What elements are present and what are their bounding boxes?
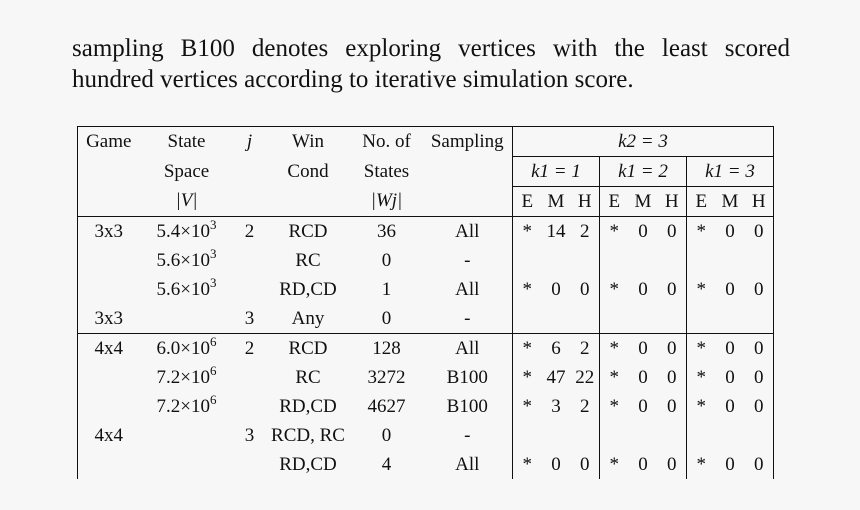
cell-emh: * xyxy=(600,450,629,479)
cell-emh: 0 xyxy=(580,453,590,475)
cell-emh xyxy=(600,246,629,275)
header-k1-1: k1 = 1 xyxy=(513,157,600,187)
cell-emh: * xyxy=(513,334,542,364)
cell-emh xyxy=(542,421,571,450)
cell-emh: 0 xyxy=(658,334,687,364)
cell-emh: * xyxy=(687,363,716,392)
cell-emh xyxy=(745,304,774,334)
cell-emh: * xyxy=(513,363,542,392)
header-cond: Cond xyxy=(287,160,329,182)
cell-num-states: 128 xyxy=(351,334,423,364)
cell-emh xyxy=(658,421,687,450)
cell-emh: 0 xyxy=(667,453,677,475)
cell-emh: * xyxy=(600,275,629,304)
caption-paragraph xyxy=(72,33,790,95)
cell-state-space xyxy=(140,246,234,275)
cell-emh xyxy=(687,246,716,275)
header-sampling: Sampling xyxy=(430,130,504,152)
cell-emh: * xyxy=(600,217,629,247)
cell-emh xyxy=(745,421,774,450)
table-row xyxy=(78,392,774,421)
caption-line-1: sampling B100 denotes exploring vertices with the least scored xyxy=(72,35,790,62)
cell-emh: 6 xyxy=(542,334,571,364)
cell-emh: 47 xyxy=(546,366,566,388)
cell-game xyxy=(78,392,140,421)
cell-emh xyxy=(658,304,687,334)
cell-emh: * xyxy=(600,363,629,392)
cell-emh: 0 xyxy=(667,366,677,388)
cell-emh: 0 xyxy=(580,278,590,300)
header-state: State xyxy=(167,130,206,152)
cell-state-space xyxy=(140,275,234,304)
header-m-1: M xyxy=(542,187,571,217)
cell-j: 2 xyxy=(244,220,255,242)
header-h-3: H xyxy=(745,187,774,217)
cell-emh xyxy=(600,304,629,334)
state-exponent: 6 xyxy=(209,391,217,407)
cell-emh xyxy=(716,304,745,334)
cell-emh: 0 xyxy=(667,278,677,300)
cell-emh: 0 xyxy=(754,395,764,417)
cell-emh xyxy=(716,421,745,450)
cell-sampling: - xyxy=(464,307,471,329)
cell-sampling: B100 xyxy=(446,366,488,388)
header-space: Space xyxy=(163,160,210,182)
cell-win-cond: RCD xyxy=(266,334,351,364)
cell-sampling: All xyxy=(455,220,480,242)
cell-emh xyxy=(629,421,658,450)
header-k1-2: k1 = 2 xyxy=(600,157,687,187)
state-exponent: 3 xyxy=(209,274,217,290)
header-e-2: E xyxy=(600,187,629,217)
cell-sampling: All xyxy=(455,278,480,300)
table-row xyxy=(78,363,774,392)
cell-num-states: 0 xyxy=(381,307,392,329)
cell-game xyxy=(78,246,140,275)
cell-emh: 0 xyxy=(638,220,648,242)
cell-num-states: 0 xyxy=(381,424,392,446)
cell-emh: 22 xyxy=(575,366,595,388)
cell-emh: 0 xyxy=(725,278,735,300)
header-e-1: E xyxy=(513,187,542,217)
cell-win-cond: RC xyxy=(295,366,321,388)
cell-emh: * xyxy=(687,334,716,364)
state-mantissa: 5.6×10 xyxy=(156,278,210,300)
cell-game xyxy=(78,275,140,304)
header-e-3: E xyxy=(687,187,716,217)
cell-emh: * xyxy=(513,450,542,479)
cell-state-space xyxy=(140,334,234,364)
cell-win-cond: RD,CD xyxy=(279,453,337,475)
state-mantissa: 5.6×10 xyxy=(156,249,210,271)
cell-emh: * xyxy=(687,392,716,421)
header-num-states: No. of xyxy=(362,130,411,152)
cell-emh: * xyxy=(600,334,629,364)
table-row xyxy=(78,246,774,275)
cell-emh: * xyxy=(513,392,542,421)
cell-emh xyxy=(745,246,774,275)
cell-sampling: B100 xyxy=(446,395,488,417)
state-mantissa: 5.4×10 xyxy=(156,220,210,242)
cell-num-states: 4 xyxy=(381,453,392,475)
cell-emh xyxy=(542,246,571,275)
cell-sampling: All xyxy=(455,453,480,475)
table-row xyxy=(78,217,774,247)
header-j: j xyxy=(246,130,253,152)
caption-line-2: hundred vertices according to iterative simulation score. xyxy=(72,66,634,93)
cell-emh: 0 xyxy=(754,366,764,388)
cell-j xyxy=(234,450,266,479)
header-row-2 xyxy=(78,157,774,187)
cell-sampling: - xyxy=(464,424,471,446)
header-h-1: H xyxy=(571,187,600,217)
cell-emh: 0 xyxy=(667,220,677,242)
cell-emh xyxy=(687,421,716,450)
cell-emh: 3 xyxy=(551,395,561,417)
cell-win-cond: RCD, RC xyxy=(271,424,345,446)
table-row xyxy=(78,304,774,334)
cell-win-cond: RCD xyxy=(288,220,328,242)
cell-emh: * xyxy=(600,392,629,421)
cell-game: 4x4 xyxy=(78,334,140,364)
table-body xyxy=(78,217,774,480)
cell-emh: 0 xyxy=(667,395,677,417)
cell-emh xyxy=(716,246,745,275)
cell-emh: * xyxy=(687,217,716,247)
cell-game: 4x4 xyxy=(94,424,123,446)
cell-emh: 0 xyxy=(551,453,561,475)
cell-emh: 0 xyxy=(725,220,735,242)
header-m-3: M xyxy=(716,187,745,217)
cell-emh: 0 xyxy=(638,278,648,300)
cell-emh xyxy=(658,246,687,275)
header-win: Win xyxy=(292,130,324,152)
cell-num-states: 0 xyxy=(381,249,392,271)
header-h-2: H xyxy=(658,187,687,217)
table-row xyxy=(78,275,774,304)
header-row-1 xyxy=(78,127,774,157)
header-k2 xyxy=(513,127,774,157)
state-exponent: 3 xyxy=(209,216,217,232)
cell-emh: 0 xyxy=(638,366,648,388)
cell-emh xyxy=(513,246,542,275)
cell-j: 3 xyxy=(244,307,255,329)
cell-emh xyxy=(513,304,542,334)
state-exponent: 3 xyxy=(209,245,217,261)
table-row xyxy=(78,334,774,364)
cell-emh: 0 xyxy=(745,334,774,364)
cell-sampling: All xyxy=(423,334,513,364)
cell-emh: 0 xyxy=(638,395,648,417)
cell-emh: 0 xyxy=(725,366,735,388)
cell-emh: 2 xyxy=(571,334,600,364)
cell-emh xyxy=(629,304,658,334)
cell-state-space xyxy=(140,363,234,392)
cell-emh: 0 xyxy=(629,334,658,364)
cell-emh: 0 xyxy=(754,453,764,475)
cell-emh xyxy=(542,304,571,334)
table-row xyxy=(78,450,774,479)
cell-num-states: 3272 xyxy=(367,366,406,388)
cell-emh: * xyxy=(513,217,542,247)
header-game: Game xyxy=(86,130,132,152)
cell-win-cond: Any xyxy=(291,307,325,329)
state-exponent: 6 xyxy=(209,362,217,378)
cell-num-states: 4627 xyxy=(367,395,406,417)
cell-emh: 0 xyxy=(716,334,745,364)
cell-emh: 0 xyxy=(754,220,764,242)
cell-emh xyxy=(687,304,716,334)
cell-j xyxy=(234,363,266,392)
cell-num-states: 1 xyxy=(381,278,392,300)
cell-win-cond: RD,CD xyxy=(279,278,337,300)
header-k2-text: k2 = 3 xyxy=(618,130,668,152)
cell-emh xyxy=(571,304,600,334)
cell-game: 3x3 xyxy=(94,220,123,242)
header-wj: |Wj| xyxy=(351,187,423,217)
cell-emh: 2 xyxy=(580,220,590,242)
results-table xyxy=(77,126,774,479)
cell-emh: * xyxy=(687,275,716,304)
cell-j xyxy=(234,246,266,275)
cell-emh: 0 xyxy=(725,395,735,417)
cell-emh: * xyxy=(687,450,716,479)
cell-emh: 14 xyxy=(546,220,566,242)
cell-state-space xyxy=(140,304,234,334)
cell-j: 3 xyxy=(244,424,255,446)
cell-sampling: - xyxy=(464,249,471,271)
cell-state-space xyxy=(140,392,234,421)
cell-game xyxy=(78,363,140,392)
cell-j xyxy=(234,275,266,304)
cell-emh: 0 xyxy=(551,278,561,300)
cell-emh: 0 xyxy=(754,278,764,300)
cell-emh xyxy=(600,421,629,450)
cell-num-states: 36 xyxy=(377,220,396,242)
cell-win-cond: RD,CD xyxy=(279,395,337,417)
header-m-2: M xyxy=(629,187,658,217)
cell-state-space xyxy=(140,450,234,479)
cell-emh xyxy=(629,246,658,275)
cell-emh xyxy=(571,421,600,450)
table-row xyxy=(78,421,774,450)
cell-emh xyxy=(571,246,600,275)
cell-game xyxy=(78,450,140,479)
cell-emh: 0 xyxy=(638,453,648,475)
cell-emh: 0 xyxy=(725,453,735,475)
cell-emh xyxy=(513,421,542,450)
cell-emh: 2 xyxy=(580,395,590,417)
cell-win-cond: RC xyxy=(295,249,321,271)
state-mantissa: 7.2×10 xyxy=(156,366,210,388)
cell-j: 2 xyxy=(234,334,266,364)
header-row-3 xyxy=(78,187,774,217)
state-mantissa: 6.0×10 xyxy=(156,337,210,359)
cell-state-space xyxy=(140,421,234,450)
cell-emh: * xyxy=(513,275,542,304)
header-v: |V| xyxy=(140,187,234,217)
cell-game: 3x3 xyxy=(94,307,123,329)
state-exponent: 6 xyxy=(209,333,217,349)
cell-j xyxy=(234,392,266,421)
cell-state-space xyxy=(140,217,234,247)
state-mantissa: 7.2×10 xyxy=(156,395,210,417)
header-k1-3: k1 = 3 xyxy=(687,157,774,187)
header-states: States xyxy=(363,160,410,182)
